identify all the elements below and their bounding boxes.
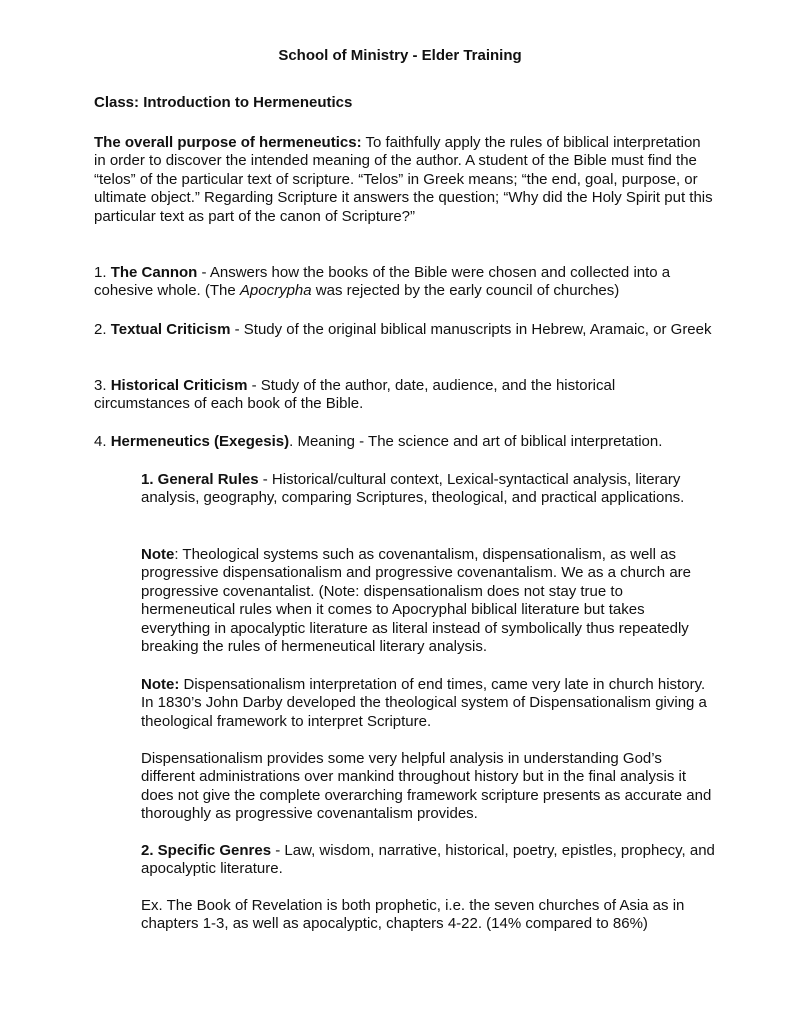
general-rules-title: 1. General Rules	[141, 471, 259, 488]
item-italic: Apocrypha	[239, 282, 312, 300]
purpose-text: To faithfully apply the rules of biblical interpretation in order to discover the intended meaning of the author. A student of the Bible must find the “telos” of the particular text of scripture. “Telos” in Greek means; “the end, goal, purpose, or ultimate object.” Regarding Scripture it answers the question; “Why did the Holy Spirit put this particular text as part of the canon of Scripture?”	[94, 134, 713, 225]
list-item-textual-criticism	[94, 321, 714, 339]
note-theological-systems	[141, 546, 716, 656]
item-title: Textual Criticism	[110, 321, 231, 338]
general-rules-text: - Historical/cultural context, Lexical-syntactical analysis, literary analysis, geography, comparing Scriptures, theological, and practical applications.	[141, 471, 685, 507]
item-title: The Cannon	[110, 264, 198, 281]
item-title: Hermeneutics (Exegesis)	[110, 433, 290, 450]
item-text: - Study of the original biblical manuscripts in Hebrew, Aramaic, or Greek	[230, 321, 712, 338]
specific-genres-paragraph	[141, 842, 716, 879]
purpose-label: The overall purpose of hermeneutics:	[94, 134, 362, 151]
general-rules-paragraph	[141, 471, 716, 508]
note-label: Note	[141, 546, 175, 563]
note-label: Note:	[141, 676, 180, 693]
item-text: . Meaning - The science and art of biblical interpretation.	[289, 433, 663, 450]
list-item-hermeneutics	[94, 433, 714, 451]
note-dispensationalism-history	[141, 676, 716, 731]
revelation-example: Ex. The Book of Revelation is both prophetic, i.e. the seven churches of Asia as in chapters 1-3, as well as apocalyptic, chapters 4-22. (14% compared to 86%)	[141, 897, 685, 933]
purpose-paragraph	[94, 134, 714, 226]
item-text: was rejected by the early council of churches)	[311, 282, 620, 300]
item-number: 4.	[94, 433, 111, 450]
item-number: 3.	[94, 377, 111, 394]
class-heading: Class: Introduction to Hermeneutics	[94, 94, 353, 111]
note-text: : Theological systems such as covenantalism, dispensationalism, as well as progressive dispensationalism and progressive covenantalism. We as a church are progressive covenantalist. (Note: dispensationalism does not stay true to hermeneutical rules when it comes to Apocryphal biblical literature but takes everything in apocalyptic literature as literal instead of symbolically thus repeatedly breaking the rules of hermeneutical literary analysis.	[141, 546, 691, 656]
item-text: - Study of the author, date, audience, and the historical circumstances of each book of the Bible.	[94, 377, 616, 413]
item-number: 2.	[94, 321, 111, 338]
item-text: - Answers how the books of the Bible were chosen and collected into a cohesive whole. (The	[94, 264, 671, 300]
list-item-historical-criticism	[94, 377, 714, 414]
item-title: Historical Criticism	[110, 377, 248, 394]
item-number: 1.	[94, 264, 111, 281]
list-item-cannon	[94, 264, 714, 301]
dispensationalism-paragraph: Dispensationalism provides some very helpful analysis in understanding God’s different administrations over mankind throughout history but in the final analysis it does not give the complete overarching framework scripture presents as accurate and thoroughly as progressive covenantalism provides.	[141, 750, 712, 823]
specific-genres-title: 2. Specific Genres	[141, 842, 272, 859]
specific-genres-text: - Law, wisdom, narrative, historical, poetry, epistles, prophecy, and apocalyptic literature.	[141, 842, 715, 878]
document-title: School of Ministry - Elder Training	[278, 47, 522, 64]
note-text: Dispensationalism interpretation of end times, came very late in church history. In 1830’s John Darby developed the theological system of Dispensationalism giving a theological framework to interpret Scripture.	[141, 676, 707, 730]
